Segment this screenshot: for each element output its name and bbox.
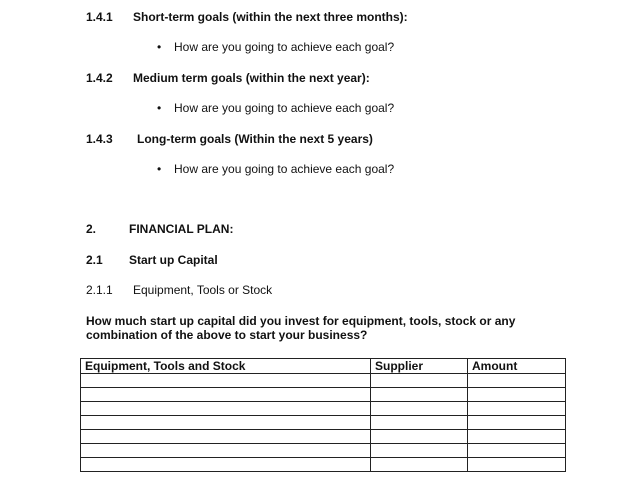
- table-cell[interactable]: [468, 430, 566, 444]
- bullet-icon: •: [157, 101, 162, 115]
- table-cell[interactable]: [81, 374, 371, 388]
- section-title: FINANCIAL PLAN:: [129, 222, 234, 236]
- table-cell[interactable]: [81, 402, 371, 416]
- table-header-row: [81, 359, 566, 374]
- header-amount: Amount: [468, 359, 566, 374]
- table-row: [81, 416, 566, 430]
- section-number: 1.4.2: [86, 71, 113, 85]
- table-cell[interactable]: [371, 458, 468, 472]
- table-row: [81, 402, 566, 416]
- table-cell[interactable]: [371, 430, 468, 444]
- table-cell[interactable]: [371, 416, 468, 430]
- table-cell[interactable]: [371, 402, 468, 416]
- section-title: Start up Capital: [129, 253, 218, 267]
- table-cell[interactable]: [468, 416, 566, 430]
- section-number: 2.1: [86, 253, 103, 267]
- section-title: Medium term goals (within the next year):: [133, 71, 370, 85]
- header-supplier: Supplier: [371, 359, 468, 374]
- section-number: 1.4.3: [86, 132, 113, 146]
- table-row: [81, 388, 566, 402]
- table-cell[interactable]: [81, 416, 371, 430]
- section-title: Equipment, Tools or Stock: [133, 283, 273, 297]
- table-cell[interactable]: [81, 388, 371, 402]
- table-row: [81, 444, 566, 458]
- table-cell[interactable]: [468, 388, 566, 402]
- table-cell[interactable]: [81, 444, 371, 458]
- question-line-1: How much start up capital did you invest for equipment, tools, stock or any: [86, 314, 516, 328]
- section-title: Long-term goals (Within the next 5 years): [137, 132, 373, 146]
- table-cell[interactable]: [81, 430, 371, 444]
- table-row: [81, 458, 566, 472]
- table-row: [81, 374, 566, 388]
- table-cell[interactable]: [81, 458, 371, 472]
- question-line-2: combination of the above to start your business?: [86, 328, 368, 342]
- section-number: 2.: [86, 222, 97, 236]
- table-row: [81, 430, 566, 444]
- table-cell[interactable]: [371, 444, 468, 458]
- capital-table: [80, 358, 566, 472]
- section-title: Short-term goals (within the next three months):: [133, 10, 408, 24]
- bullet-text: How are you going to achieve each goal?: [174, 101, 395, 115]
- table-cell[interactable]: [468, 444, 566, 458]
- bullet-text: How are you going to achieve each goal?: [174, 40, 395, 54]
- table-cell[interactable]: [468, 402, 566, 416]
- table-cell[interactable]: [371, 374, 468, 388]
- bullet-icon: •: [157, 40, 162, 54]
- header-equipment: Equipment, Tools and Stock: [81, 359, 371, 374]
- section-number: 2.1.1: [86, 283, 113, 297]
- table-cell[interactable]: [468, 458, 566, 472]
- bullet-text: How are you going to achieve each goal?: [174, 162, 395, 176]
- bullet-icon: •: [157, 162, 162, 176]
- section-number: 1.4.1: [86, 10, 113, 24]
- table-cell[interactable]: [371, 388, 468, 402]
- table-cell[interactable]: [468, 374, 566, 388]
